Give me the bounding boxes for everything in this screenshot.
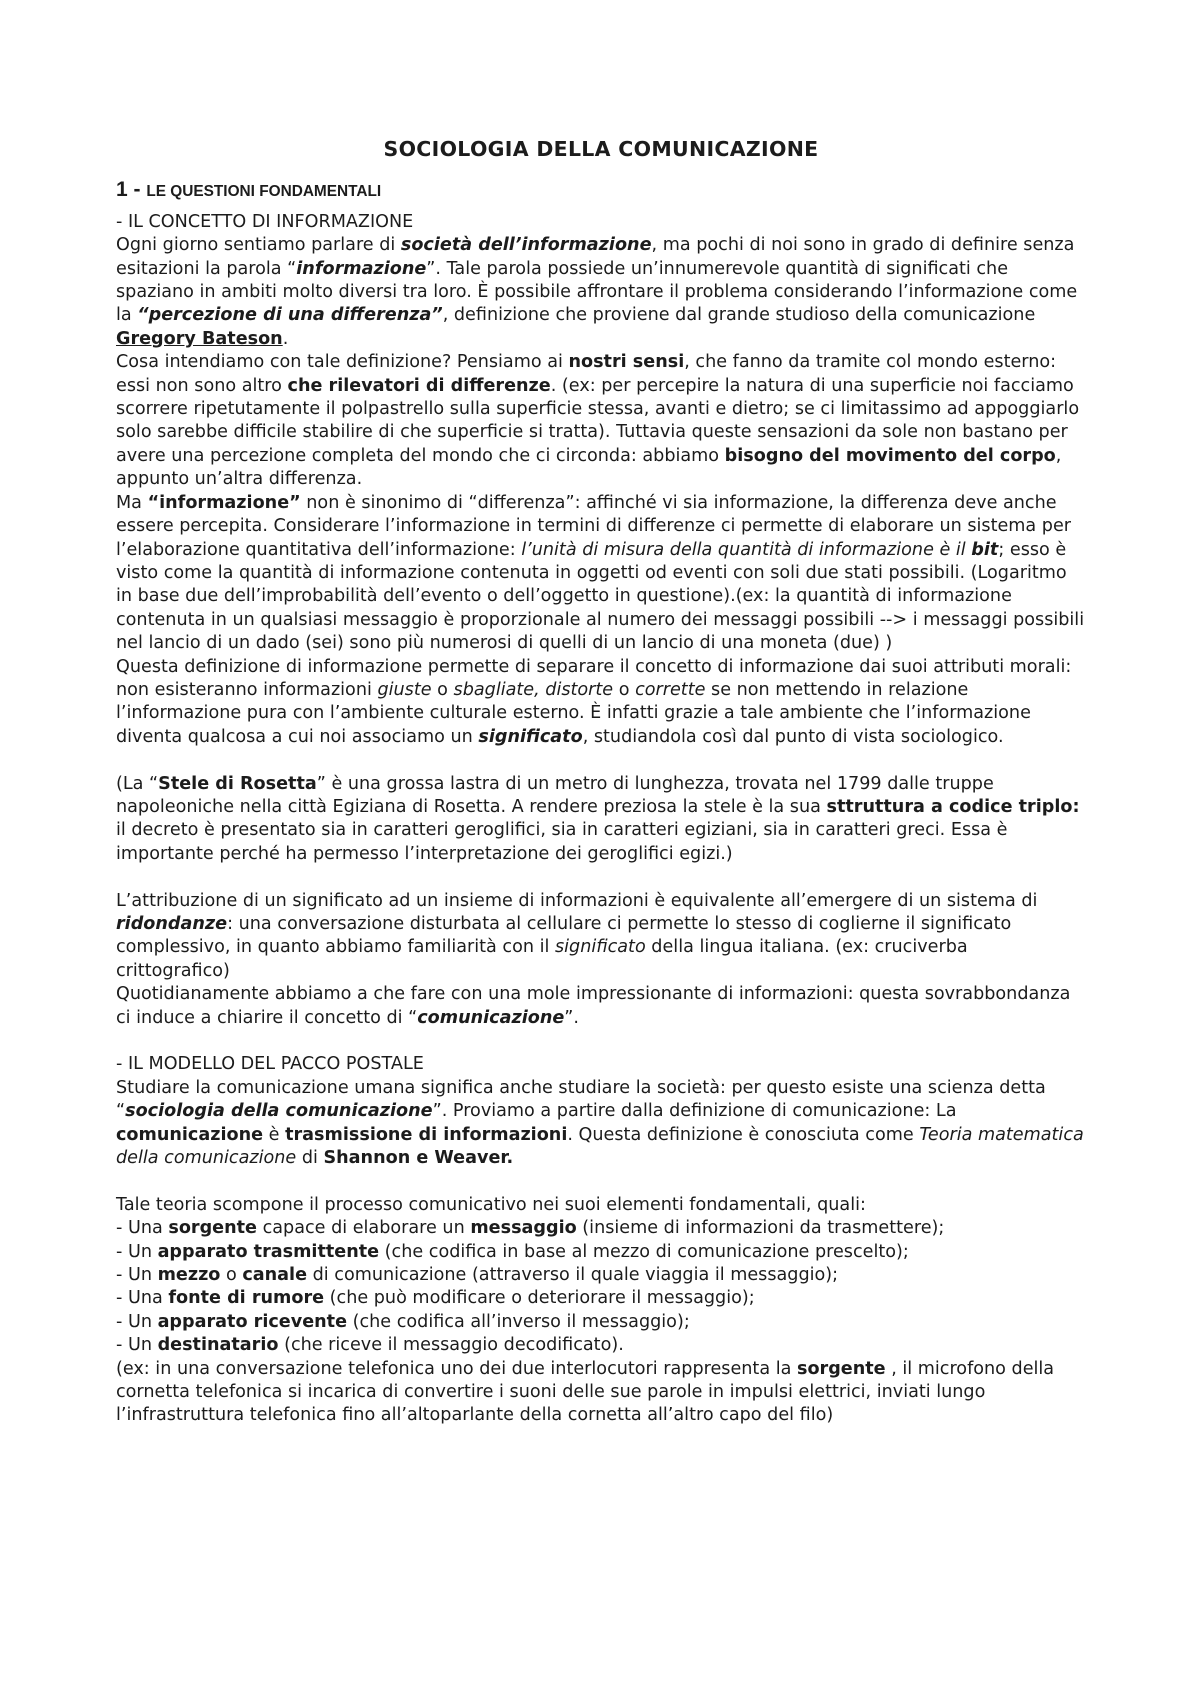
text-run: Cosa intendiamo con tale definizione? Pensiamo ai	[116, 352, 569, 373]
text-run: (ex: in una conversazione telefonica uno dei due interlocutori rappresenta la	[116, 1358, 797, 1379]
text-run: (insieme di informazioni da trasmettere);	[576, 1218, 945, 1239]
text-run: - Una	[116, 1288, 169, 1309]
text-run: l’unità di misura della quantità di informazione è il	[521, 539, 972, 560]
text-run: ”.	[564, 1007, 580, 1028]
text-run: capace di elaborare un	[256, 1218, 471, 1239]
paragraph	[116, 773, 1086, 867]
text-run: ; esso è visto come la quantità di informazione contenuta in oggetti od eventi con soli due stati possibili. (Logaritmo in base due dell’improbabilità dell’evento o dell’oggetto in questione).(ex: la quantità di informazione contenuta in un qualsiasi messaggio è proporzionale al numero dei messaggi possibili --> i messaggi possibili nel lancio di un dado (sei) sono più numerosi di quelli di un lancio di una moneta (due) )	[116, 539, 1085, 654]
paragraph	[116, 1358, 1086, 1428]
text-run: Studiare la comunicazione umana significa anche studiare la società: per questo esiste una scienza detta “	[116, 1077, 1046, 1122]
bateson-name: Gregory Bateson	[116, 328, 283, 349]
text-run: Shannon e Weaver.	[323, 1148, 514, 1169]
document-title: SOCIOLOGIA DELLA COMUNICAZIONE	[383, 137, 819, 161]
text-run: informazione	[296, 258, 427, 279]
text-run: sbagliate, distorte	[453, 679, 614, 700]
text-run: bisogno del movimento del corpo	[724, 445, 1056, 466]
text-run: di	[296, 1148, 324, 1169]
text-run: comunicazione	[417, 1007, 565, 1028]
text-run: Ogni giorno sentiamo parlare di	[116, 235, 401, 256]
text-run: messaggio	[470, 1218, 577, 1239]
paragraph	[116, 351, 1086, 491]
text-run: Quotidianamente abbiamo a che fare con una mole impressionante di informazioni: questa sovrabbondanza ci induce a chiarire il concetto di “	[116, 984, 1071, 1028]
text-run: destinatario	[157, 1335, 279, 1356]
text-run: sttruttura a codice triplo:	[826, 796, 1080, 817]
text-run: non è sinonimo di “differenza”: affinché vi sia informazione, la differenza deve anche essere percepita. Considerare l’informazione in termini di differenze ci permette di elaborare un sistema per l’elaborazione quantitativa dell’informazione:	[116, 492, 1072, 560]
text-run: società dell’informazione	[400, 235, 652, 256]
text-run: fonte di rumore	[168, 1288, 325, 1309]
text-run: - Un	[116, 1335, 158, 1356]
text-run: se non mettendo in relazione l’informazione pura con l’ambiente culturale esterno. È infatti grazie a tale ambiente che l’informazione diventa qualcosa a cui noi associamo un	[116, 679, 1031, 747]
text-run: trasmissione di informazioni	[285, 1124, 568, 1145]
text-run: ” è una grossa lastra di un metro di lunghezza, trovata nel 1799 dalle truppe napoleoniche nella città Egiziana di Rosetta. A rendere preziosa la stele è la sua	[116, 773, 994, 817]
paragraph	[116, 234, 1086, 351]
text-run: apparato ricevente	[157, 1311, 348, 1332]
chapter-number: 1 -	[116, 178, 147, 202]
text-run: : una conversazione disturbata al cellulare ci permette lo stesso di coglierne il significato complessivo, in quanto abbiamo familiarità con il	[116, 913, 1012, 958]
list-item	[116, 1264, 1086, 1287]
spacer	[116, 1030, 1086, 1053]
text-run: apparato trasmittente	[157, 1241, 380, 1262]
text-run: .	[282, 328, 289, 349]
chapter-heading	[116, 178, 1086, 203]
text-run: o	[613, 679, 636, 700]
text-run: (che codifica in base al mezzo di comunicazione prescelto);	[379, 1241, 909, 1262]
text-run: , studiandola così dal punto di vista sociologico.	[582, 726, 1004, 747]
text-run: Stele di Rosetta	[158, 773, 317, 794]
spacer	[116, 866, 1086, 889]
text-run: ridondanze	[116, 913, 228, 934]
text-run: L’attribuzione di un significato ad un insieme di informazioni è equivalente all’emergere di un sistema di	[116, 890, 1038, 911]
text-run: sociologia della comunicazione	[125, 1101, 433, 1122]
document-page	[116, 138, 1086, 1428]
list-item	[116, 1217, 1086, 1240]
text-run: giuste	[377, 679, 432, 700]
spacer	[116, 1170, 1086, 1193]
text-run: - Un	[116, 1311, 158, 1332]
text-run: , definizione che proviene dal grande studioso della comunicazione	[442, 305, 1036, 326]
text-run: o	[220, 1265, 243, 1286]
text-run: bit	[971, 539, 999, 560]
text-run: della lingua italiana. (ex: cruciverba crittografico)	[116, 937, 968, 981]
text-run: , il microfono della cornetta telefonica si incarica di convertire i suoni delle sue parole in impulsi elettrici, inviati lungo l’infrastruttura telefonica fino all’altoparlante della cornetta all’altro capo del filo)	[116, 1358, 1055, 1426]
text-run: , ma pochi di noi sono in grado di definire senza esitazioni la parola “	[116, 235, 1075, 279]
text-run: che rilevatori di differenze	[287, 375, 551, 396]
text-run: mezzo	[157, 1265, 221, 1286]
text-run: Teoria matematica della comunicazione	[116, 1124, 1084, 1169]
paragraph	[116, 1077, 1086, 1171]
text-run: di comunicazione (attraverso il quale viaggia il messaggio);	[307, 1265, 839, 1286]
paragraph	[116, 656, 1086, 750]
text-run: . Questa definizione è conosciuta come	[567, 1124, 920, 1145]
text-run: Ma	[116, 492, 148, 513]
text-run: (che può modificare o deteriorare il messaggio);	[324, 1288, 755, 1309]
text-run: il decreto è presentato sia in caratteri geroglifici, sia in caratteri egiziani, sia in caratteri greci. Essa è importante perché ha permesso l’interpretazione dei geroglifici egizi.)	[116, 820, 1008, 864]
text-run: (che riceve il messaggio decodificato).	[278, 1335, 624, 1356]
paragraph: Tale teoria scompone il processo comunicativo nei suoi elementi fondamentali, quali:	[116, 1194, 866, 1215]
text-run: o	[431, 679, 454, 700]
text-run: , che fanno da tramite col mondo esterno: essi non sono altro	[116, 352, 1057, 396]
text-run: sorgente	[796, 1358, 886, 1379]
paragraph	[116, 890, 1086, 984]
list-item	[116, 1311, 1086, 1334]
text-run: significato	[554, 937, 646, 958]
text-run: canale	[242, 1265, 308, 1286]
text-run: “percezione di una differenza”	[137, 305, 443, 326]
text-run: Questa definizione di informazione permette di separare il concetto di informazione dai suoi attributi morali: non esisteranno informazioni	[116, 656, 1072, 700]
paragraph	[116, 492, 1086, 656]
text-run: nostri sensi	[568, 352, 685, 373]
text-run: - Una	[116, 1218, 169, 1239]
text-run: è	[263, 1124, 286, 1145]
text-run: sorgente	[168, 1218, 257, 1239]
section-heading-informazione: - IL CONCETTO DI INFORMAZIONE	[116, 211, 414, 232]
text-run: significato	[478, 726, 583, 747]
list-item	[116, 1241, 1086, 1264]
text-run: ”. Proviamo a partire dalla definizione di comunicazione: La	[432, 1101, 957, 1122]
text-run: (La “	[116, 773, 159, 794]
list-item	[116, 1334, 1086, 1357]
list-item	[116, 1287, 1086, 1310]
section-heading-pacco-postale: - IL MODELLO DEL PACCO POSTALE	[116, 1054, 424, 1075]
text-run: (che codifica all’inverso il messaggio);	[347, 1311, 690, 1332]
text-run: “informazione”	[147, 492, 301, 513]
text-run: ”. Tale parola possiede un’innumerevole quantità di significati che spaziano in ambiti molto diversi tra loro. È possibile affrontare il problema considerando l’informazione come la	[116, 258, 1078, 326]
text-run: . (ex: per percepire la natura di una superficie noi facciamo scorrere ripetutamente il polpastrello sulla superficie stessa, avanti e dietro; se ci limitassimo ad appoggiarlo solo sarebbe difficile stabilire di che superficie si tratta). Tuttavia queste sensazioni da sole non bastano per avere una percezione completa del mondo che ci circonda: abbiamo	[116, 375, 1080, 466]
text-run: corrette	[635, 679, 706, 700]
spacer	[116, 749, 1086, 772]
chapter-label: LE QUESTIONI FONDAMENTALI	[146, 183, 382, 201]
paragraph	[116, 983, 1086, 1030]
text-run: , appunto un’altra differenza.	[116, 445, 1062, 490]
text-run: comunicazione	[116, 1124, 264, 1145]
text-run: - Un	[116, 1241, 158, 1262]
text-run: - Un	[116, 1265, 158, 1286]
